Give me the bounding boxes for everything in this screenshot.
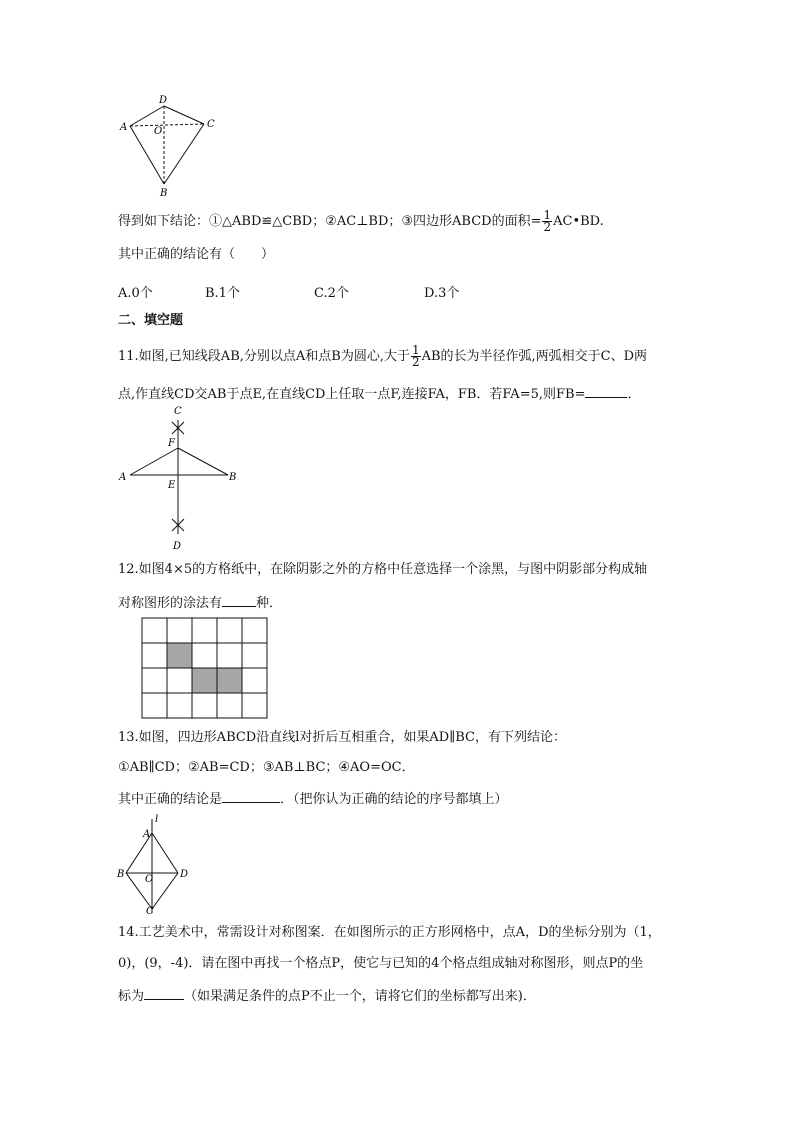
- q14-answer-blank[interactable]: [144, 987, 184, 1000]
- q11-fraction-num: 1: [411, 343, 420, 357]
- bisector-label-b: B: [229, 472, 237, 483]
- kite-side-cb: [164, 124, 204, 184]
- q13-line1: 13.如图，四边形ABCD沿直线l对折后互相重合，如果AD∥BC，有下列结论：: [118, 730, 566, 745]
- grid-cell: [192, 693, 217, 718]
- grid-cell-shaded: [217, 668, 242, 693]
- bisector-label-c: C: [174, 406, 182, 417]
- q14-line3: [118, 987, 536, 1005]
- rhombus-side-dc: [152, 873, 178, 909]
- q10-question: 其中正确的结论有（ ）: [118, 247, 275, 262]
- bisector-label-a: A: [119, 472, 127, 483]
- q11-answer-blank[interactable]: [585, 385, 627, 398]
- q11-fraction-den: 2: [411, 355, 420, 369]
- grid-cell-shaded: [167, 643, 192, 668]
- grid-cell: [242, 668, 267, 693]
- kite-diagonal-ac: [130, 124, 204, 126]
- rhombus-label-b: B: [117, 869, 125, 880]
- grid-cell: [142, 668, 167, 693]
- grid-cell: [192, 643, 217, 668]
- bisector-label-d: D: [173, 541, 182, 552]
- q11-line2-end: ．: [627, 387, 641, 402]
- grid-cell: [242, 693, 267, 718]
- grid-cell: [167, 668, 192, 693]
- grid-cell: [167, 693, 192, 718]
- q12-line2-post: 种．: [256, 596, 283, 611]
- grid-cell: [192, 618, 217, 643]
- grid-figure: [141, 617, 268, 720]
- kite-label-c: C: [207, 119, 215, 130]
- rhombus-label-c: C: [146, 906, 154, 915]
- rhombus-label-o: O: [145, 874, 154, 885]
- q10-conclusions-pre: 得到如下结论：①△ABD≌△CBD；②AC⊥BD；③四边形ABCD的面积=: [118, 214, 542, 229]
- q12-answer-blank[interactable]: [222, 594, 256, 607]
- q12-line2-pre: 对称图形的涂法有: [118, 596, 223, 611]
- q11-fraction: [411, 345, 421, 368]
- q13-line3: [118, 790, 508, 808]
- bisector-figure: [116, 402, 246, 554]
- q12-line1: 12.如图4×5的方格纸中，在除阴影之外的方格中任意选择一个涂黑，与图中阴影部分构成轴: [118, 562, 648, 577]
- kite-label-d: D: [159, 95, 168, 106]
- q14-line3-pre: 标为: [118, 989, 145, 1004]
- q10-fraction-num: 1: [543, 208, 552, 222]
- grid-cell: [217, 693, 242, 718]
- q12-line2: [118, 594, 282, 612]
- grid-cell: [142, 643, 167, 668]
- q10-option-d: D.3个: [424, 286, 460, 301]
- q14-line1: 14.工艺美术中，常需设计对称图案．在如图所示的正方形网格中，点A，D的坐标分别为（1，: [118, 925, 661, 940]
- q11-line2: [118, 385, 640, 403]
- q14-line2: 0)，(9，-4)．请在图中再找一个格点P，使它与已知的4个格点组成轴对称图形，则点P的坐: [118, 956, 644, 971]
- segment-af: [130, 448, 178, 475]
- q13-answer-blank[interactable]: [222, 790, 280, 803]
- grid-cell: [242, 643, 267, 668]
- q13-line2: ①AB∥CD；②AB=CD；③AB⊥BC；④AO=OC．: [118, 760, 415, 775]
- q10-fraction: [542, 210, 552, 233]
- kite-side-dc: [164, 106, 204, 124]
- rhombus-label-d: D: [180, 869, 189, 880]
- grid-cell: [242, 618, 267, 643]
- kite-label-b: B: [160, 188, 168, 199]
- q13-line3-post: ．（把你认为正确的结论的序号都填上）: [280, 792, 508, 807]
- grid-cell: [167, 618, 192, 643]
- q13-line3-pre: 其中正确的结论是: [118, 792, 223, 807]
- kite-label-o: O: [154, 126, 163, 137]
- rhombus-label-a: A: [143, 829, 151, 840]
- bisector-label-f: F: [168, 438, 175, 449]
- grid-cell-shaded: [192, 668, 217, 693]
- q10-conclusions: [118, 210, 604, 233]
- rhombus-label-l: l: [155, 814, 159, 825]
- q11-line1: [118, 345, 647, 368]
- q10-option-b: B.1个: [205, 286, 240, 301]
- kite-label-a: A: [120, 122, 128, 133]
- q11-line1-post: AB的长为半径作弧,两弧相交于C、D两: [421, 349, 648, 364]
- kite-figure: [118, 94, 228, 200]
- grid-cell: [142, 693, 167, 718]
- bisector-label-e: E: [168, 480, 176, 491]
- q10-option-c: C.2个: [314, 286, 349, 301]
- section-title: 二、填空题: [118, 313, 184, 328]
- q10-option-a: A.0个: [118, 286, 153, 301]
- q14-line3-post: （如果满足条件的点P不止一个，请将它们的坐标都写出来)．: [184, 989, 536, 1004]
- q10-conclusions-post: AC•BD.: [553, 214, 604, 229]
- kite-side-ad: [130, 106, 164, 126]
- rhombus-side-ad: [152, 833, 178, 873]
- grid-cell: [217, 618, 242, 643]
- rhombus-figure: [116, 813, 196, 915]
- grid-cell: [142, 618, 167, 643]
- q11-line2-text: 点,作直线CD交AB于点E,在直线CD上任取一点F,连接FA，FB．若FA=5,则FB=: [118, 387, 586, 402]
- q11-line1-pre: 11.如图,已知线段AB,分别以点A和点B为圆心,大于: [118, 349, 410, 364]
- segment-fb: [178, 448, 228, 475]
- grid-cell: [217, 643, 242, 668]
- q10-fraction-den: 2: [543, 220, 552, 234]
